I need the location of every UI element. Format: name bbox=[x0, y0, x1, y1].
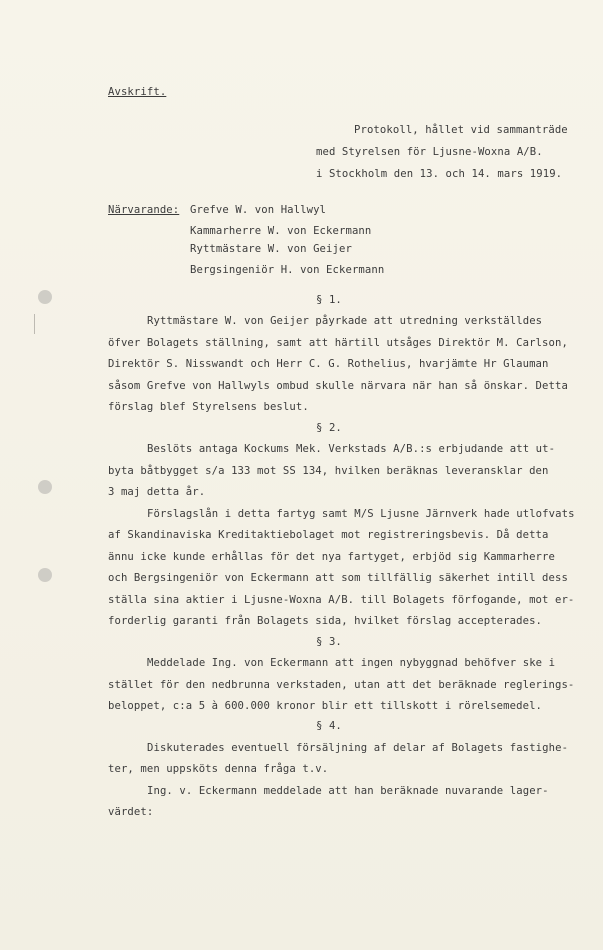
protocol-line: i Stockholm den 13. och 14. mars 1919. bbox=[316, 168, 563, 180]
paragraph-line: af Skandinaviska Kreditaktiebolaget mot registreringsbevis. Då detta bbox=[108, 529, 549, 541]
paragraph-line: förslag blef Styrelsens beslut. bbox=[108, 401, 309, 413]
document-heading: Avskrift. bbox=[108, 86, 167, 98]
attendee-name: Kammarherre W. von Eckermann bbox=[190, 225, 372, 237]
paragraph-line: Meddelade Ing. von Eckermann att ingen nybyggnad behöfver ske i bbox=[147, 657, 556, 669]
paragraph-line: Beslöts antaga Kockums Mek. Verkstads A/B.:s erbjudande att ut- bbox=[147, 443, 556, 455]
paragraph-line: och Bergsingeniör von Eckermann att som tillfällig säkerhet intill dess bbox=[108, 572, 568, 584]
punch-hole bbox=[38, 568, 52, 582]
attendee-name: Bergsingeniör H. von Eckermann bbox=[190, 264, 385, 276]
attendees-label: Närvarande: bbox=[108, 204, 180, 216]
paragraph-line: byta båtbygget s/a 133 mot SS 134, hvilken beräknas leveransklar den bbox=[108, 465, 549, 477]
protocol-line: med Styrelsen för Ljusne-Woxna A/B. bbox=[316, 146, 543, 158]
punch-hole bbox=[38, 480, 52, 494]
paragraph-line: ställa sina aktier i Ljusne-Woxna A/B. till Bolagets förfogande, mot er- bbox=[108, 594, 575, 606]
paragraph-line: stället för den nedbrunna verkstaden, utan att det beräknade reglerings- bbox=[108, 679, 575, 691]
section-title: § 2. bbox=[316, 422, 342, 434]
paragraph-line: ter, men uppsköts denna fråga t.v. bbox=[108, 763, 329, 775]
paragraph-line: forderlig garanti från Bolagets sida, hvilket förslag accepterades. bbox=[108, 615, 543, 627]
paragraph-line: Ing. v. Eckermann meddelade att han beräknade nuvarande lager- bbox=[147, 785, 549, 797]
punch-hole bbox=[38, 290, 52, 304]
section-title: § 4. bbox=[316, 720, 342, 732]
attendee-name: Ryttmästare W. von Geijer bbox=[190, 243, 352, 255]
paragraph-line: såsom Grefve von Hallwyls ombud skulle närvara när han så önskar. Detta bbox=[108, 380, 568, 392]
paragraph-line: beloppet, c:a 5 à 600.000 kronor blir ett tillskott i rörelsemedel. bbox=[108, 700, 543, 712]
paragraph-line: Direktör S. Nisswandt och Herr C. G. Rothelius, hvarjämte Hr Glauman bbox=[108, 358, 549, 370]
paragraph-line: ännu icke kunde erhållas för det nya fartyget, erbjöd sig Kammarherre bbox=[108, 551, 555, 563]
margin-mark bbox=[34, 314, 35, 334]
paragraph-line: värdet: bbox=[108, 806, 154, 818]
paragraph-line: öfver Bolagets ställning, samt att härtill utsåges Direktör M. Carlson, bbox=[108, 337, 568, 349]
section-title: § 3. bbox=[316, 636, 342, 648]
section-title: § 1. bbox=[316, 294, 342, 306]
protocol-line: Protokoll, hållet vid sammanträde bbox=[354, 124, 568, 136]
paragraph-line: 3 maj detta år. bbox=[108, 486, 206, 498]
paragraph-line: Diskuterades eventuell försäljning af delar af Bolagets fastighe- bbox=[147, 742, 569, 754]
attendee-name: Grefve W. von Hallwyl bbox=[190, 204, 327, 216]
paragraph-line: Ryttmästare W. von Geijer påyrkade att utredning verkställdes bbox=[147, 315, 543, 327]
paragraph-line: Förslagslån i detta fartyg samt M/S Ljusne Järnverk hade utlofvats bbox=[147, 508, 575, 520]
